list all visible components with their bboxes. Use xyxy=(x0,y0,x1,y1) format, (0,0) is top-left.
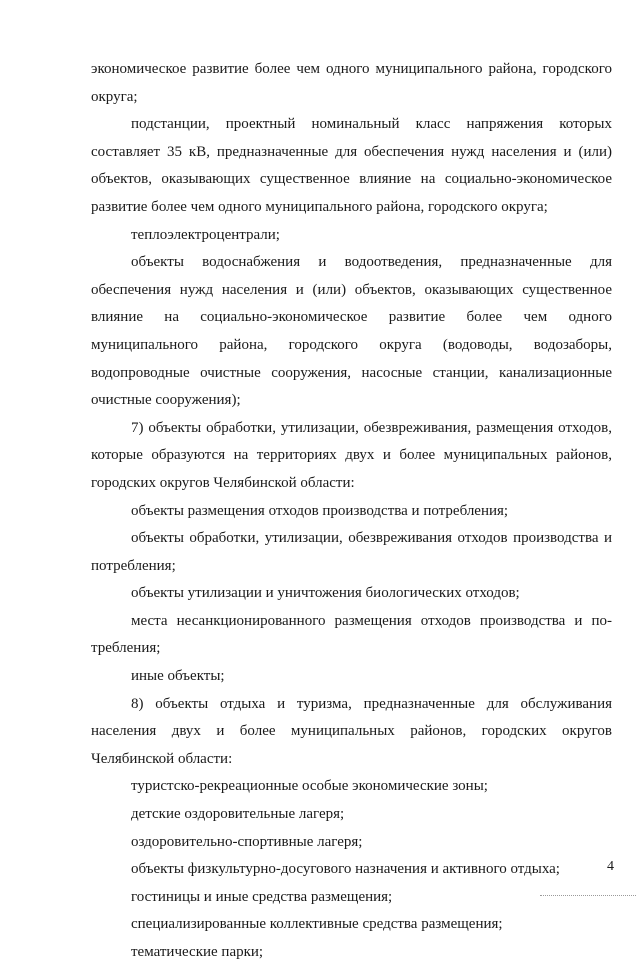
paragraph-biological-waste: объекты утилизации и уничтожения биологических отходов; xyxy=(131,585,520,602)
paragraph-waste-processing: объекты обработки, утилизации, обезвреживания отходов производства и потребления; xyxy=(91,530,612,574)
paragraph-sports-camps: оздоровительно-спортивные лагеря; xyxy=(131,833,363,850)
paragraph-item-8-recreation: 8) объекты отдыха и туризма, предназначенные для обслуживания населения двух и более муниципальных районов, городских округов Челябинской области: xyxy=(91,695,612,767)
paragraph-water-supply: объекты водоснабжения и водоотведения, предназначенные для обеспечения нужд населения и (или) объектов, оказывающих существенное влияние на социально-экономическое развитие более чем одного муниципального района, городского округа (водоводы, водозаборы, водопроводные очистные сооружения, насосные станции, канализационные очистные сооружения); xyxy=(91,254,612,409)
paragraph-tourism-zones: туристско-рекреационные особые экономические зоны; xyxy=(131,778,488,795)
paragraph-children-camps: детские оздоровительные лагеря; xyxy=(131,806,345,823)
document-body xyxy=(91,56,612,967)
paragraph-theme-parks: тематические парки; xyxy=(131,944,264,960)
paragraph-hotels: гостиницы и иные средства размещения; xyxy=(131,888,393,905)
paragraph-leisure-facilities: объекты физкультурно-досугового назначения и активного отдыха; xyxy=(131,861,560,878)
paragraph-other-objects: иные объекты; xyxy=(131,668,225,685)
paragraph-chp-plants: теплоэлектроцентрали; xyxy=(131,226,280,243)
paragraph-unauthorized-waste: места несанкционированного размещения отходов производства и потребления; xyxy=(91,612,612,657)
paragraph-substations: подстанции, проектный номинальный класс напряжения которых составляет 35 кВ, предназначенные для обеспечения нужд населения и (или) объектов, оказывающих существенное влияние на социально-экономическое развитие более чем одного муниципального района, городского округа; xyxy=(91,116,612,215)
paragraph-collective-accommodation: специализированные коллективные средства размещения; xyxy=(131,916,503,933)
paragraph-waste-placement: объекты размещения отходов производства и потребления; xyxy=(131,502,509,519)
page-number: 4 xyxy=(607,859,614,874)
paragraph-item-7-waste: 7) объекты обработки, утилизации, обезвреживания, размещения отходов, которые образуются на территориях двух и более муниципальных районов, городских округов Челябинской области: xyxy=(91,419,612,491)
paragraph-continuation: экономическое развитие более чем одного муниципального района, городского округа; xyxy=(91,61,612,105)
footer-dotted-line xyxy=(540,895,636,896)
